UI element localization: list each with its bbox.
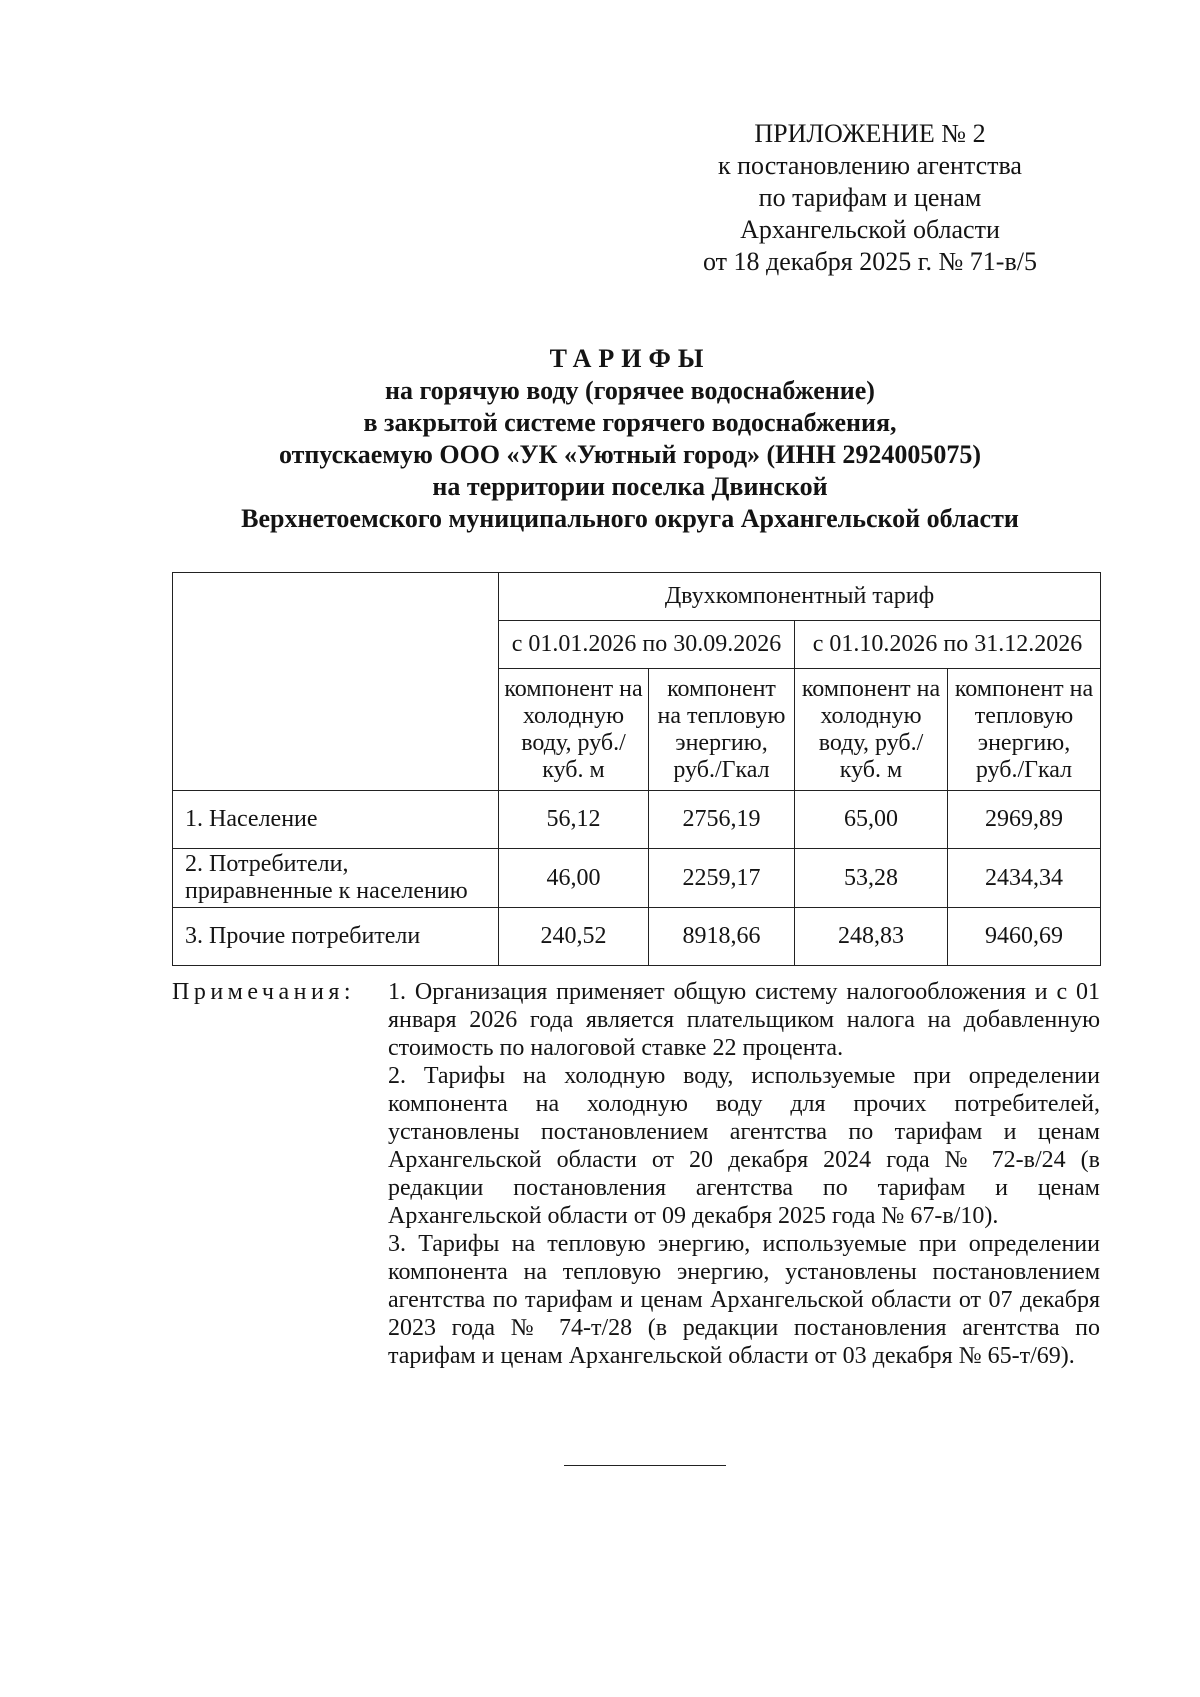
- table-cell: 56,12: [499, 791, 649, 849]
- component-header-cell: компонент на тепловую энергию, руб./Гкал: [649, 669, 795, 791]
- notes-label: Примечания:: [172, 979, 356, 1005]
- table-cell: 2259,17: [649, 849, 795, 908]
- note-item: 2. Тарифы на холодную воду, используемые при определении компонента на холодную воду для прочих потребителей, установлены постановлением агентства по тарифам и ценам Архангельской области от 20 декабря 2024 года № 72-в/24 (в редакции постановления агентства по тарифам и ценам Архангельской области от 09 декабря 2025 года № 67-в/10).: [388, 1063, 1100, 1229]
- table-cell: 65,00: [795, 791, 948, 849]
- appendix-line: от 18 декабря 2025 г. № 71-в/5: [703, 247, 1037, 276]
- row-label: 3. Прочие потребители: [173, 908, 499, 966]
- title-line: в закрытой системе горячего водоснабжения,: [363, 408, 897, 437]
- table-row: [173, 908, 1101, 966]
- tariff-table: [172, 572, 1101, 966]
- table-cell: 2756,19: [649, 791, 795, 849]
- table-cell: 2434,34: [948, 849, 1101, 908]
- title-line: на территории поселка Двинской: [432, 472, 828, 501]
- table-cell: 46,00: [499, 849, 649, 908]
- table-cell: 53,28: [795, 849, 948, 908]
- table-corner-cell: [173, 573, 499, 791]
- table-cell: 8918,66: [649, 908, 795, 966]
- appendix-line: к постановлению агентства: [718, 151, 1022, 180]
- period-header-cell: с 01.01.2026 по 30.09.2026: [499, 621, 795, 669]
- component-header-cell: компонент на тепловую энергию, руб./Гкал: [948, 669, 1101, 791]
- appendix-line: Архангельской области: [740, 215, 1000, 244]
- table-cell: 2969,89: [948, 791, 1101, 849]
- table-row: [173, 849, 1101, 908]
- table-cell: 240,52: [499, 908, 649, 966]
- notes-body: [388, 978, 1100, 1370]
- title-line: Верхнетоемского муниципального округа Архангельской области: [241, 504, 1019, 533]
- title-line: на горячую воду (горячее водоснабжение): [385, 376, 875, 405]
- document-title: [130, 343, 1130, 535]
- row-label: 1. Население: [173, 791, 499, 849]
- table-cell: 248,83: [795, 908, 948, 966]
- tariff-header-cell: Двухкомпонентный тариф: [499, 573, 1101, 621]
- note-item: 1. Организация применяет общую систему налогообложения и с 01 января 2026 года является плательщиком налога на добавленную стоимость по налоговой ставке 22 процента.: [388, 979, 1100, 1061]
- title-heading: ТАРИФЫ: [549, 344, 711, 373]
- table-row: [173, 791, 1101, 849]
- appendix-line: по тарифам и ценам: [758, 183, 982, 212]
- period-header-cell: с 01.10.2026 по 31.12.2026: [795, 621, 1101, 669]
- table-cell: 9460,69: [948, 908, 1101, 966]
- appendix-block: [640, 118, 1100, 278]
- component-header-cell: компонент на холодную воду, руб./куб. м: [795, 669, 948, 791]
- note-item: 3. Тарифы на тепловую энергию, используемые при определении компонента на тепловую энергию, установлены постановлением агентства по тарифам и ценам Архангельской области от 07 декабря 2023 года № 74-т/28 (в редакции постановления агентства по тарифам и ценам Архангельской области от 03 декабря № 65-т/69).: [388, 1231, 1100, 1369]
- appendix-line: ПРИЛОЖЕНИЕ № 2: [754, 119, 986, 148]
- table-header-row: [173, 573, 1101, 621]
- title-line: отпускаемую ООО «УК «Уютный город» (ИНН 2924005075): [279, 440, 981, 469]
- component-header-cell: компонент на холодную воду, руб./куб. м: [499, 669, 649, 791]
- row-label: 2. Потребители, приравненные к населению: [173, 849, 499, 908]
- closing-rule: [564, 1465, 726, 1466]
